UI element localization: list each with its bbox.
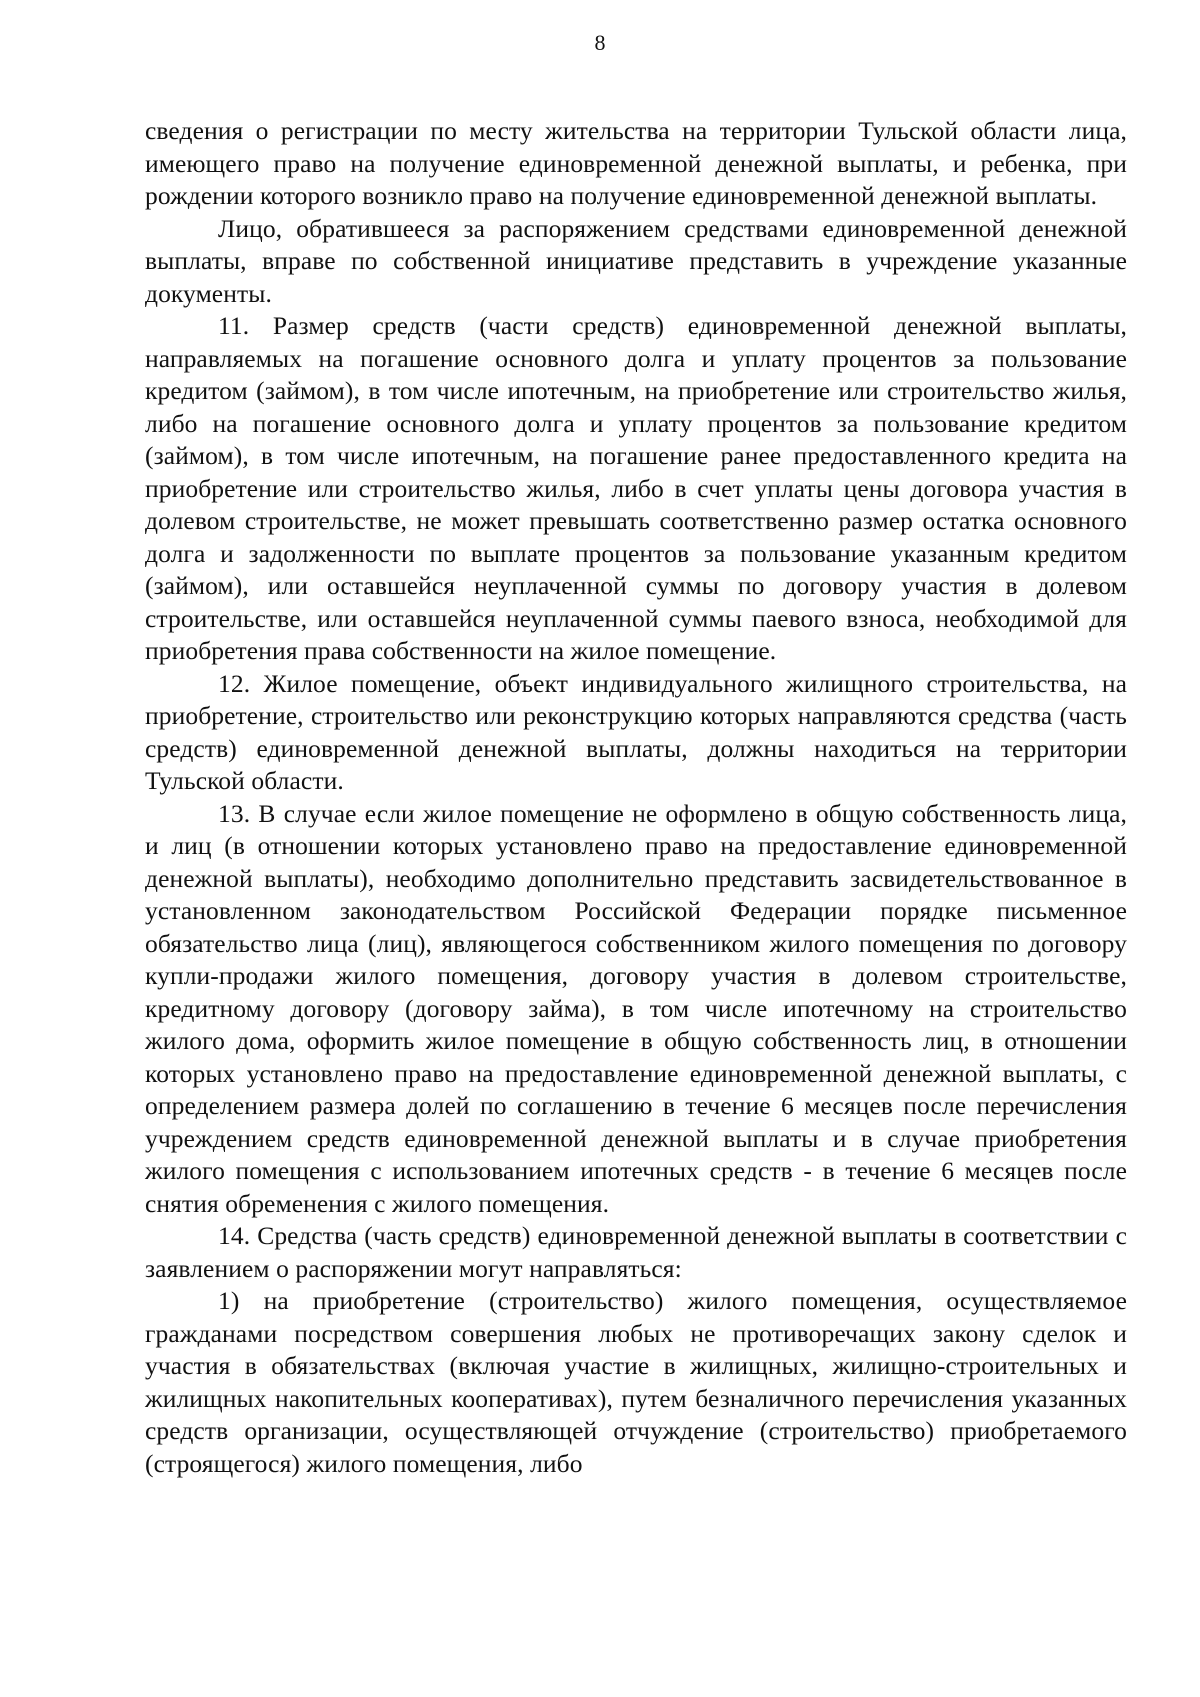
paragraph-clause-12: 12. Жилое помещение, объект индивидуального жилищного строительства, на приобретение, строительство или реконструкцию которых направляются средства (часть средств) единовременной денежной выплаты, должны находиться на территории Тульской области. — [145, 668, 1127, 795]
document-body — [145, 115, 1127, 1480]
paragraph-clause-14: 14. Средства (часть средств) единовременной денежной выплаты в соответствии с заявлением о распоряжении могут направляться: — [145, 1221, 1127, 1283]
paragraph-clause-11: 11. Размер средств (части средств) единовременной денежной выплаты, направляемых на погашение основного долга и уплату процентов за пользование кредитом (займом), в том числе ипотечным, на приобретение или строительство жилья, либо на погашение основного долга и уплату процентов за пользование кредитом (займом), в том числе ипотечным, на погашение ранее предоставленного кредита на приобретение или строительство жилья, либо в счет уплаты цены договора участия в долевом строительстве, не может превышать соответственно размер остатка основного долга и задолженности по выплате процентов за пользование указанным кредитом (займом), или оставшейся неуплаченной суммы по договору участия в долевом строительстве, или оставшейся неуплаченной суммы паевого взноса, необходимой для приобретения права собственности на жилое помещение. — [145, 311, 1127, 665]
paragraph-subclause-1: 1) на приобретение (строительство) жилого помещения, осуществляемое гражданами посредством совершения любых не противоречащих закону сделок и участия в обязательствах (включая участие в жилищных, жилищно-строительных и жилищных накопительных кооперативах), путем безналичного перечисления указанных средств организации, осуществляющей отчуждение (строительство) приобретаемого (строящегося) жилого помещения, либо — [145, 1286, 1127, 1478]
page-number: 8 — [594, 30, 606, 55]
paragraph-continuation: сведения о регистрации по месту жительства на территории Тульской области лица, имеющего право на получение единовременной денежной выплаты, и ребенка, при рождении которого возникло право на получение единовременной денежной выплаты. — [145, 116, 1127, 210]
paragraph-clause-13: 13. В случае если жилое помещение не оформлено в общую собственность лица, и лиц (в отношении которых установлено право на предоставление единовременной денежной выплаты), необходимо дополнительно представить засвидетельствованное в установленном законодательством Российской Федерации порядке письменное обязательство лица (лиц), являющегося собственником жилого помещения по договору купли-продажи жилого помещения, договору участия в долевом строительстве, кредитному договору (договору займа), в том числе ипотечному на строительство жилого дома, оформить жилое помещение в общую собственность лиц, в отношении которых установлено право на предоставление единовременной денежной выплаты, с определением размера долей по соглашению в течение 6 месяцев после перечисления учреждением средств единовременной денежной выплаты и в случае приобретения жилого помещения с использованием ипотечных средств - в течение 6 месяцев после снятия обременения с жилого помещения. — [145, 798, 1127, 1218]
paragraph: Лицо, обратившееся за распоряжением средствами единовременной денежной выплаты, вправе по собственной инициативе представить в учреждение указанные документы. — [145, 213, 1127, 308]
